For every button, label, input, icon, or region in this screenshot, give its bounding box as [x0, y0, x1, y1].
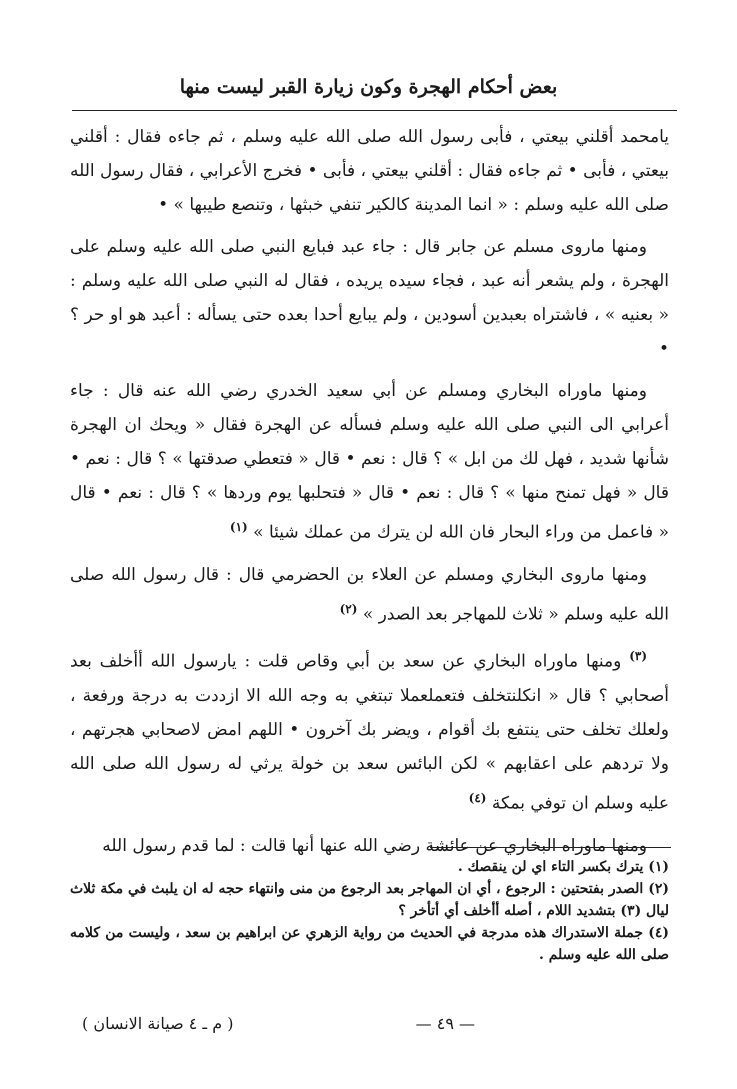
footnote-mark: (١) — [229, 520, 248, 534]
footnote: (١) يترك بكسر التاء اي لن ينقصك . — [457, 859, 669, 875]
page-footer — [82, 1014, 655, 1040]
footnote: (٢) الصدر بفتحتين : الرجوع ، أي ان المهاجر بعد الرجوع من منى وانتهاء حجه له ان يلبث في مكة ثلاث ليال (٣) بتشديد اللام ، أصله أأخلف أي أتأخر ؟ — [70, 881, 669, 919]
footnote: (٤) جملة الاستدراك هذه مدرجة في الحديث من رواية الزهري عن ابراهيم بن سعد ، وليست من كلامه صلى الله عليه وسلم . — [70, 925, 669, 963]
paragraph — [70, 120, 669, 222]
footnote-rule — [430, 847, 671, 848]
book-reference: ( م ـ ٤ صيانة الانسان ) — [82, 1014, 234, 1033]
footnote-mark: (٤) — [468, 790, 487, 805]
footnote-mark: (٣) — [629, 649, 648, 664]
paragraph-text: يامحمد أقلني بيعتي ، فأبى رسول الله صلى الله عليه وسلم ، ثم جاءه فقال : أقلني بيعتي ، فأبى • ثم جاءه فقال : أقلني بيعتي ، فأبى • فخرج الأعرابي ، فقال رسول الله صلى الله عليه وسلم : « انما المدينة كالكير تنفي خبثها ، وتنصع طيبها » • — [70, 127, 669, 215]
footnote-mark: (٢) — [339, 601, 358, 616]
paragraph-text: ومنها ماوراه البخاري عن عائشة رضي الله عنها أنها قالت : لما قدم رسول الله — [102, 835, 647, 856]
header-rule — [72, 110, 677, 111]
paragraph — [70, 230, 669, 366]
main-text — [70, 120, 669, 871]
running-head: بعض أحكام الهجرة وكون زيارة القبر ليست منها — [179, 76, 558, 98]
paragraph — [70, 639, 669, 820]
paragraph — [70, 374, 669, 550]
paragraph-text: ومنها ماروى البخاري ومسلم عن العلاء بن الحضرمي قال : قال رسول الله صلى الله عليه وسلم « ثلاث للمهاجر بعد الصدر » — [70, 564, 669, 625]
paragraph-text: ومنها ماوراه البخاري عن سعد بن أبي وقاص قلت : يارسول الله أأخلف بعد أصحابي ؟ قال « انكلنتخلف فتعملعملا تبتغي به وجه الله الا ازددت به درجة ورفعة ، ولعلك تخلف حتى ينتفع بك أقوام ، ويضر بك آخرون • اللهم امض لاصحابي هجرتهم ، ولا تردهم على اعقابهم » لكن البائس سعد بن خولة يرثي له رسول الله صلى الله عليه وسلم ان توفي بمكة — [70, 651, 669, 814]
paragraph — [70, 558, 669, 632]
paragraph-text: ومنها ماوراه البخاري ومسلم عن أبي سعيد الخدري رضي الله عنه قال : جاء أعرابي الى النبي صلى الله عليه وسلم فسأله عن الهجرة فقال « ويحك ان الهجرة شأنها شديد ، فهل لك من ابل » ؟ قال : نعم • قال « فتعطي صدقتها » ؟ قال : نعم • قال « فهل تمنح منها » ؟ قال : نعم • قال « فتحلبها يوم وردها » ؟ قال : نعم • قال « فاعمل من وراء البحار فان الله لن يترك من عملك شيئا » — [70, 381, 669, 543]
paragraph-text: ومنها ماروى مسلم عن جابر قال : جاء عبد فبايع النبي صلى الله عليه وسلم على الهجرة ، ولم يشعر أنه عبد ، فجاء سيده يريده ، فقال له النبي صلى الله عليه وسلم : « بعنيه » ، فاشتراه بعبدين أسودين ، ولم يبايع أحدا بعده حتى يسأله : أعبد هو او حر ؟ • — [70, 237, 669, 359]
page-number: — ٤٩ — — [415, 1014, 475, 1033]
footnotes — [70, 856, 669, 966]
